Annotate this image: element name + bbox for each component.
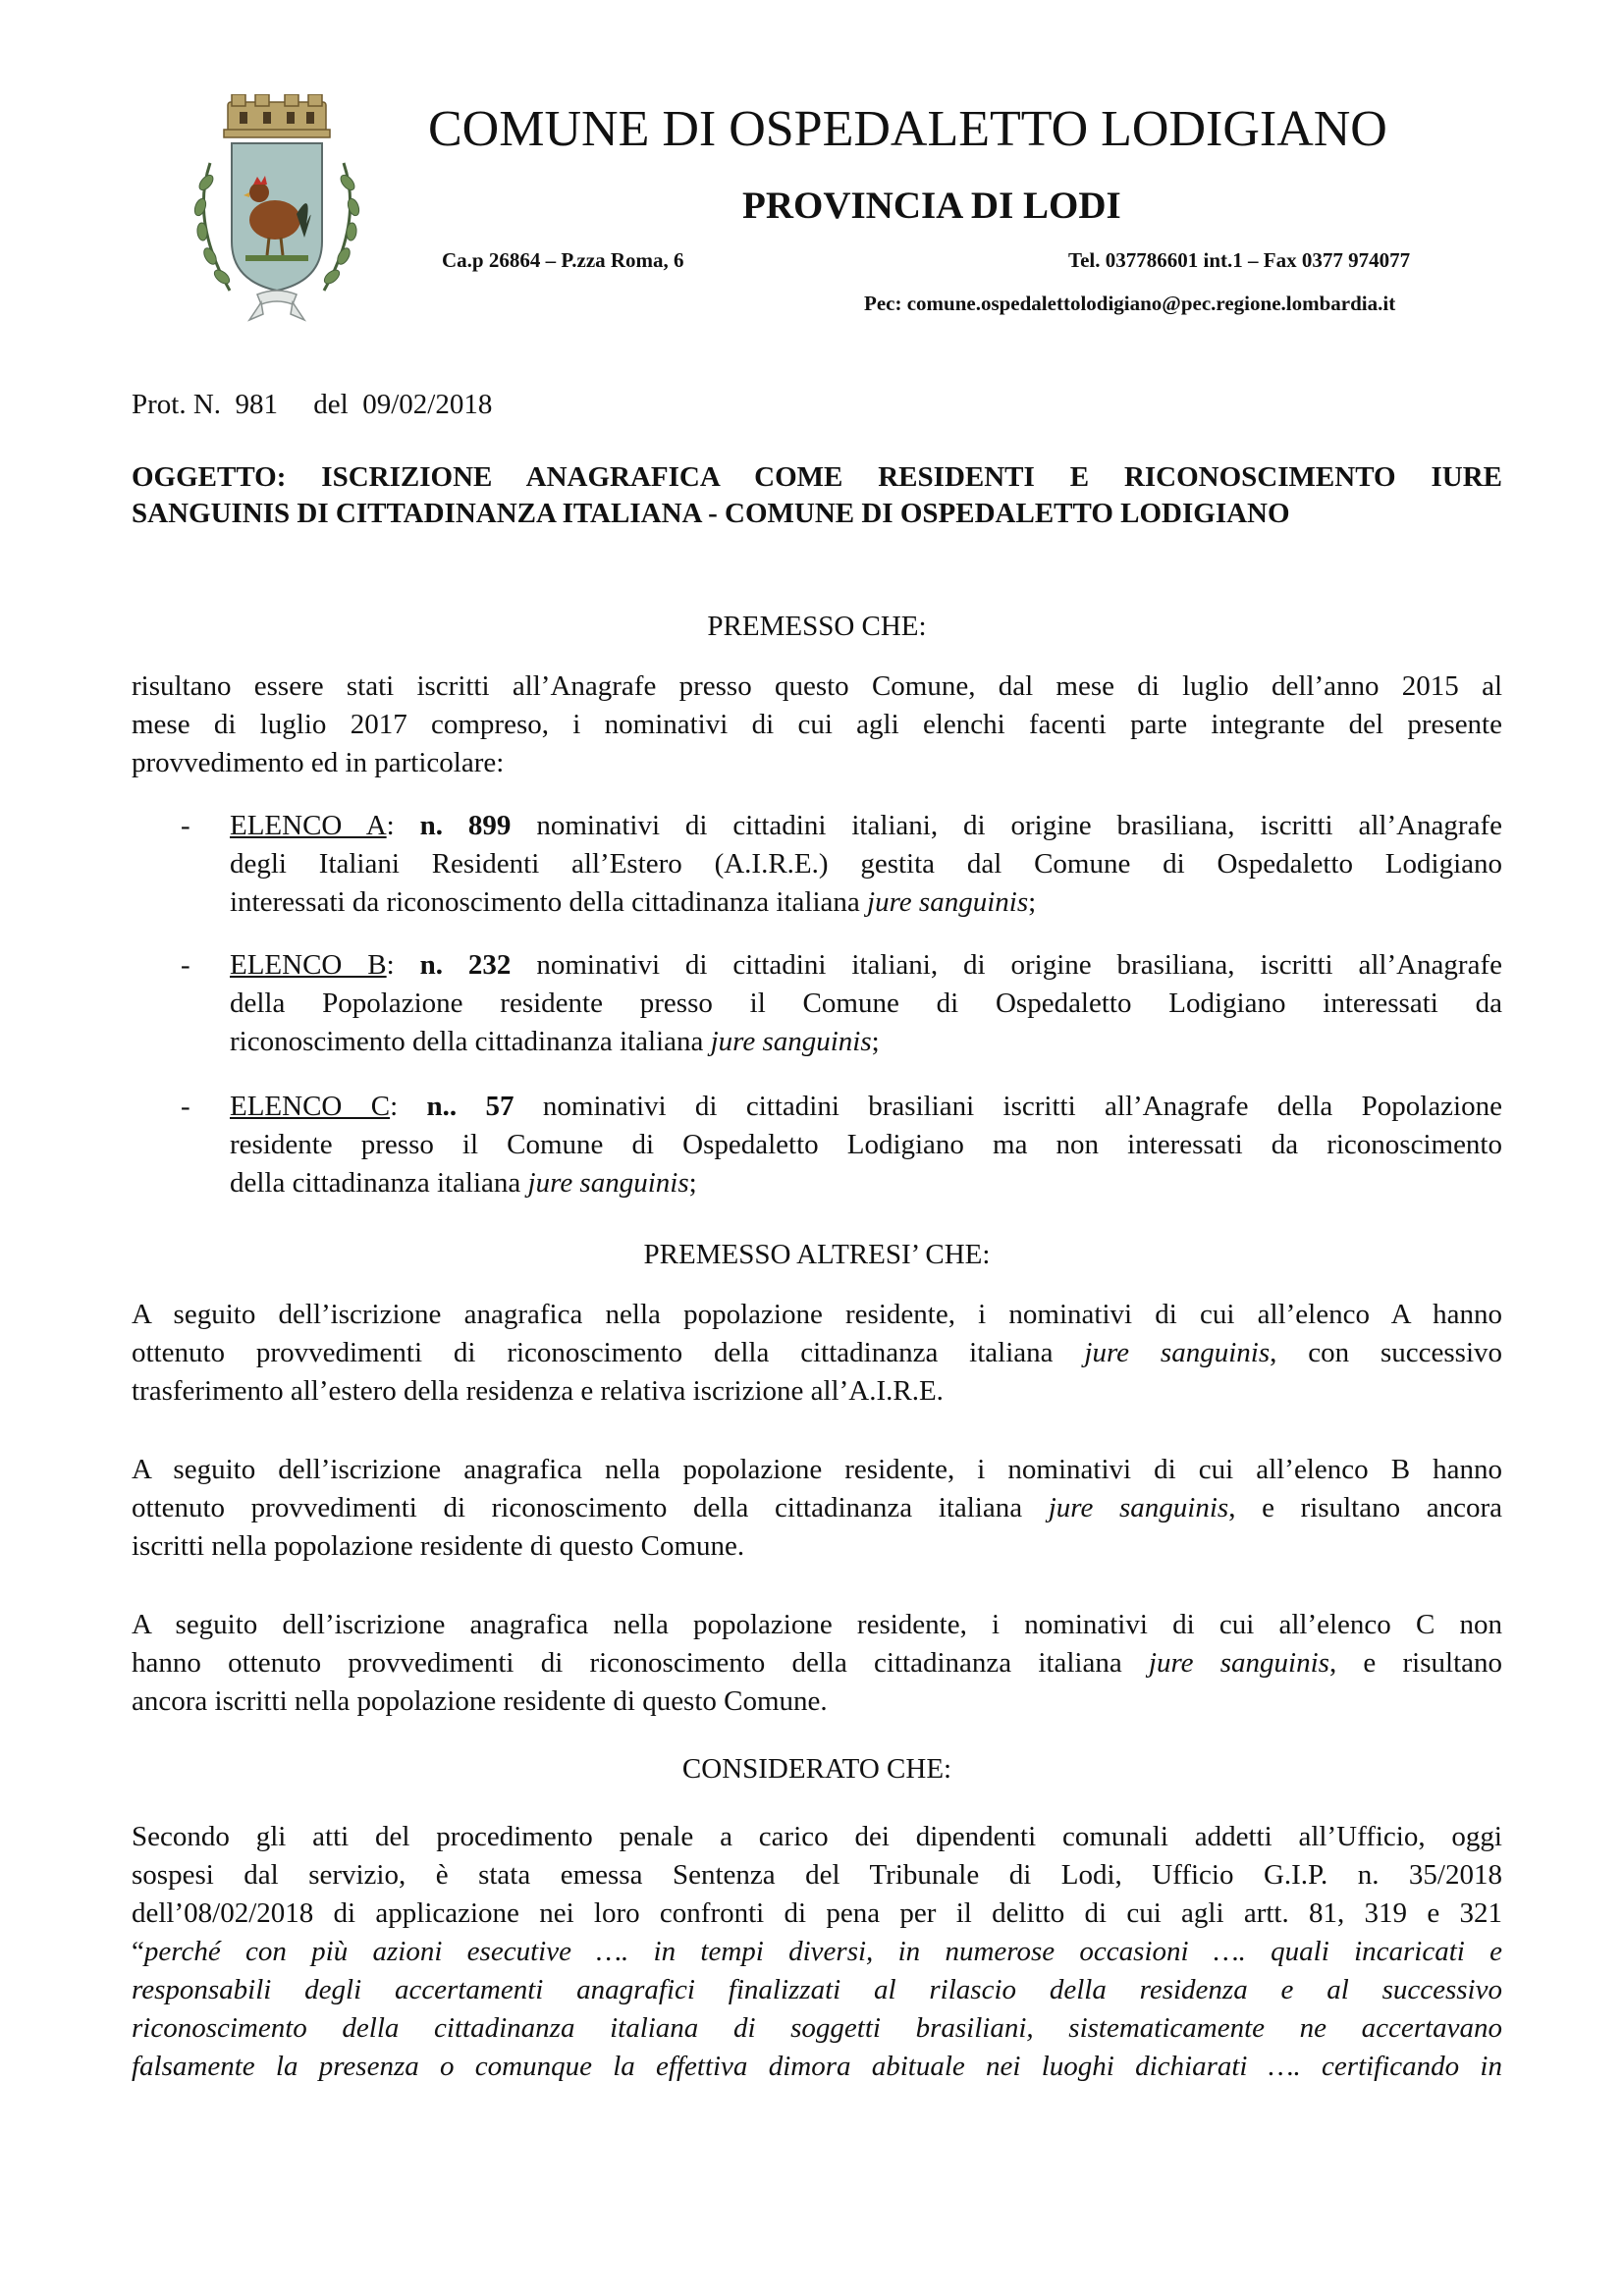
list-item-elenco-c xyxy=(132,1088,1502,1202)
paragraph-line: risultano essere stati iscritti all’Anagrafe presso questo Comune, dal mese di luglio dell’anno 2015 al xyxy=(132,670,1502,702)
list-text: degli Italiani Residenti all’Estero (A.I.R.E.) gestita dal Comune di Ospedaletto Lodigiano xyxy=(230,848,1502,880)
paragraph-text: , con successivo xyxy=(1270,1337,1503,1368)
list-dash: - xyxy=(181,949,190,981)
list-count: n. 899 xyxy=(419,810,512,841)
list-text: riconoscimento della cittadinanza italiana xyxy=(230,1026,711,1057)
intro-paragraph xyxy=(132,667,1502,782)
paragraph-text: , e risultano ancora xyxy=(1228,1492,1502,1523)
altresi-paragraph-a xyxy=(132,1296,1502,1411)
list-text: nominativi di cittadini brasiliani iscritti all’Anagrafe della Popolazione xyxy=(514,1091,1502,1122)
list-label: ELENCO A xyxy=(230,810,387,841)
paragraph-line: Secondo gli atti del procedimento penale a carico dei dipendenti comunali addetti all’Ufficio, oggi xyxy=(132,1821,1502,1852)
list-dash: - xyxy=(181,1091,190,1122)
subject-line: SANGUINIS DI CITTADINANZA ITALIANA - COMUNE DI OSPEDALETTO LODIGIANO xyxy=(132,498,1290,529)
paragraph-text: ottenuto provvedimenti di riconoscimento della cittadinanza italiana xyxy=(132,1492,1049,1523)
province-title: PROVINCIA DI LODI xyxy=(742,185,1121,227)
list-text: nominativi di cittadini italiani, di origine brasiliana, iscritti all’Anagrafe xyxy=(511,810,1502,841)
paragraph-italic: jure sanguinis xyxy=(1148,1647,1329,1679)
list-item-elenco-b xyxy=(132,946,1502,1061)
paragraph-line: mese di luglio 2017 compreso, i nominativi di cui agli elenchi facenti parte integrante del presente xyxy=(132,709,1502,740)
list-end: ; xyxy=(1028,886,1037,918)
section-heading-considerato: CONSIDERATO CHE: xyxy=(681,1753,952,1785)
quote-line: perché con più azioni esecutive …. in tempi diversi, in numerose occasioni …. quali incaricati e xyxy=(143,1936,1502,1967)
section-heading-altresi: PREMESSO ALTRESI’ CHE: xyxy=(643,1239,991,1270)
quote-mark: “ xyxy=(132,1936,144,1967)
paragraph-line: sospesi dal servizio, è stata emessa Sentenza del Tribunale di Lodi, Ufficio G.I.P. n. 35/2018 xyxy=(132,1859,1502,1891)
considerato-paragraph xyxy=(132,1818,1502,2086)
subject-line: OGGETTO: ISCRIZIONE ANAGRAFICA COME RESIDENTI E RICONOSCIMENTO IURE xyxy=(132,461,1502,493)
list-count: n.. 57 xyxy=(426,1091,514,1122)
pec-email-line: Pec: comune.ospedalettolodigiano@pec.regione.lombardia.it xyxy=(864,292,1396,315)
paragraph-line: A seguito dell’iscrizione anagrafica nella popolazione residente, i nominativi di cui all’elenco B hanno xyxy=(132,1454,1502,1485)
address-line: Ca.p 26864 – P.zza Roma, 6 xyxy=(442,248,684,272)
section-heading-premesso: PREMESSO CHE: xyxy=(707,611,927,642)
quote-line: responsabili degli accertamenti anagrafici finalizzati al rilascio della residenza e al successivo xyxy=(132,1974,1502,2005)
protocol-number: Prot. N. 981 del 09/02/2018 xyxy=(132,389,493,420)
list-italic: jure sanguinis xyxy=(527,1167,689,1199)
paragraph-text: , e risultano xyxy=(1328,1647,1502,1679)
quote-line: riconoscimento della cittadinanza italiana di soggetti brasiliani, sistematicamente ne accertavano xyxy=(132,2012,1502,2044)
paragraph-line: A seguito dell’iscrizione anagrafica nella popolazione residente, i nominativi di cui all’elenco A hanno xyxy=(132,1299,1502,1330)
list-colon: : xyxy=(386,949,420,981)
list-item-elenco-a xyxy=(132,807,1502,922)
paragraph-text: hanno ottenuto provvedimenti di riconoscimento della cittadinanza italiana xyxy=(132,1647,1149,1679)
list-count: n. 232 xyxy=(419,949,512,981)
list-label: ELENCO B xyxy=(230,949,387,981)
paragraph-line: trasferimento all’estero della residenza e relativa iscrizione all’A.I.R.E. xyxy=(132,1375,944,1407)
municipality-title: COMUNE DI OSPEDALETTO LODIGIANO xyxy=(428,101,1387,157)
list-dash: - xyxy=(181,810,190,841)
altresi-paragraph-c xyxy=(132,1606,1502,1721)
list-text: della Popolazione residente presso il Comune di Ospedaletto Lodigiano interessati da xyxy=(230,988,1502,1019)
paragraph-line: iscritti nella popolazione residente di questo Comune. xyxy=(132,1530,745,1562)
phone-fax-line: Tel. 037786601 int.1 – Fax 0377 974077 xyxy=(1068,248,1411,272)
paragraph-italic: jure sanguinis xyxy=(1084,1337,1271,1368)
paragraph-text: ottenuto provvedimenti di riconoscimento della cittadinanza italiana xyxy=(132,1337,1085,1368)
list-end: ; xyxy=(871,1026,880,1057)
municipal-crest-icon xyxy=(181,94,373,322)
list-colon: : xyxy=(386,810,420,841)
quote-line: falsamente la presenza o comunque la effettiva dimora abituale nei luoghi dichiarati …. certificando in xyxy=(132,2051,1502,2082)
list-text: nominativi di cittadini italiani, di origine brasiliana, iscritti all’Anagrafe xyxy=(511,949,1502,981)
list-italic: jure sanguinis xyxy=(867,886,1029,918)
altresi-paragraph-b xyxy=(132,1451,1502,1566)
list-end: ; xyxy=(688,1167,697,1199)
paragraph-line: provvedimento ed in particolare: xyxy=(132,747,505,778)
subject-block xyxy=(132,459,1502,532)
paragraph-line: ancora iscritti nella popolazione residente di questo Comune. xyxy=(132,1685,828,1717)
list-text: della cittadinanza italiana xyxy=(230,1167,528,1199)
list-italic: jure sanguinis xyxy=(710,1026,872,1057)
paragraph-line: A seguito dell’iscrizione anagrafica nella popolazione residente, i nominativi di cui all’elenco C non xyxy=(132,1609,1502,1640)
list-label: ELENCO C xyxy=(230,1091,391,1122)
list-colon: : xyxy=(390,1091,427,1122)
list-text: interessati da riconoscimento della cittadinanza italiana xyxy=(230,886,868,918)
paragraph-line: dell’08/02/2018 di applicazione nei loro confronti di pena per il delitto di cui agli artt. 81, 319 e 321 xyxy=(132,1897,1502,1929)
paragraph-italic: jure sanguinis xyxy=(1048,1492,1229,1523)
list-text: residente presso il Comune di Ospedaletto Lodigiano ma non interessati da riconoscimento xyxy=(230,1129,1502,1160)
